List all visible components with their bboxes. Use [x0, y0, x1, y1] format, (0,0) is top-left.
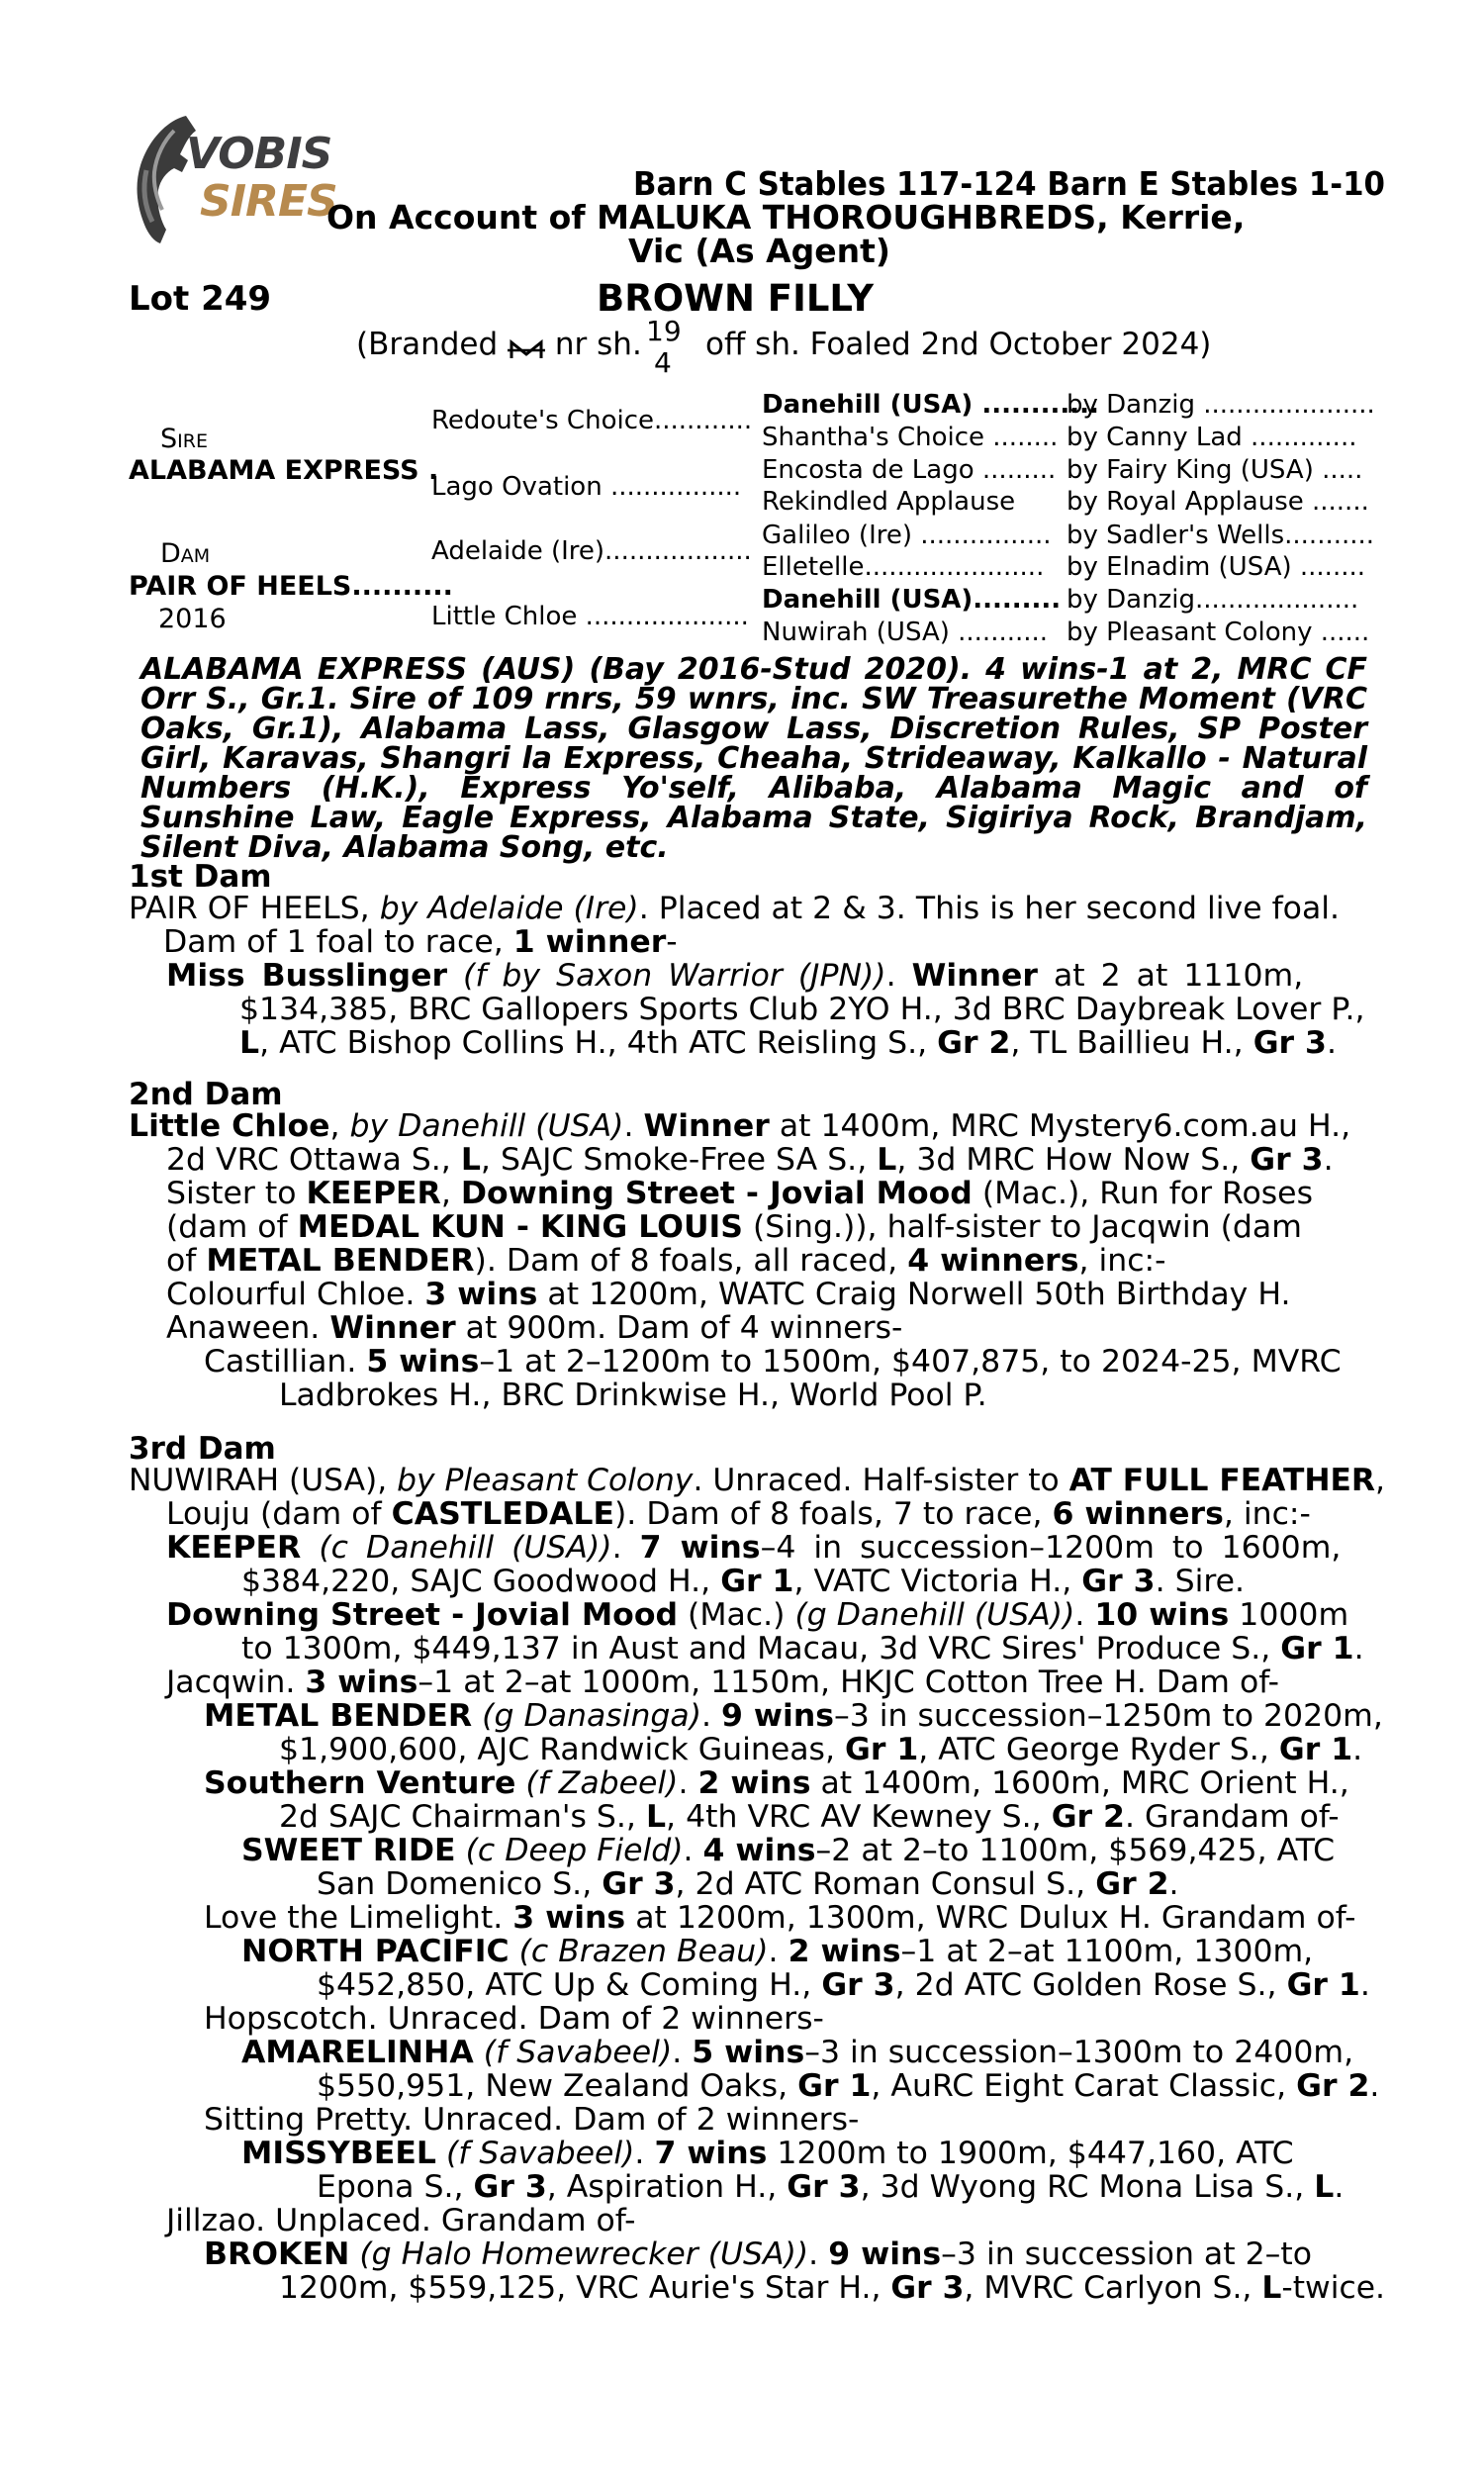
text-fragment: 5 wins: [366, 1344, 480, 1380]
text-fragment: .: [768, 1934, 779, 1969]
text-fragment: at 900m. Dam of 4 winners-: [465, 1310, 903, 1346]
text-fragment: L: [645, 1799, 667, 1835]
hopscotch-line: Hopscotch. Unraced. Dam of 2 winners-: [204, 2001, 824, 2037]
text-fragment: L: [460, 1142, 481, 1178]
sire-name: ALABAMA EXPRESS .: [129, 455, 439, 486]
text-fragment: , Aspiration H.,: [546, 2169, 778, 2205]
horse-title: BROWN FILLY: [597, 277, 875, 320]
text-fragment: METAL BENDER: [204, 1698, 473, 1734]
sweet-ride-line-1: [241, 1835, 1335, 1868]
pedigree-g3-1: Danehill (USA) ............: [762, 390, 1099, 420]
text-fragment: PAIR OF HEELS,: [129, 891, 370, 926]
text-fragment: .: [683, 1833, 694, 1868]
text-fragment: $550,951, New Zealand Oaks,: [317, 2068, 788, 2104]
text-fragment: Gr 3: [473, 2169, 547, 2205]
text-fragment: Colourful Chloe.: [166, 1277, 416, 1312]
text-fragment: Sister to: [166, 1176, 297, 1211]
text-fragment: –3 in succession–1250m to 2020m,: [834, 1698, 1383, 1734]
text-fragment: 2 wins: [697, 1765, 811, 1801]
text-fragment: at 1400m, MRC Mystery6.com.au H.,: [779, 1108, 1351, 1144]
text-fragment: .: [1168, 1866, 1179, 1902]
second-dam-line-4: [166, 1211, 1302, 1245]
pedigree-g3-4: Rekindled Applause: [762, 487, 1016, 517]
text-fragment: –1 at 2–at 1000m, 1150m, HKJC Cotton Tree H. Dam of-: [417, 1665, 1279, 1700]
text-fragment: METAL BENDER: [206, 1243, 475, 1279]
text-fragment: Winner: [643, 1108, 770, 1144]
pedigree-g4-7: by Danzig....................: [1067, 585, 1359, 615]
text-fragment: , AuRC Eight Carat Classic,: [871, 2068, 1287, 2104]
text-fragment: 3 wins: [512, 1900, 626, 1936]
text-fragment: Gr 2: [937, 1025, 1011, 1061]
text-fragment: .: [1074, 1597, 1085, 1633]
text-fragment: 2d SAJC Chairman's S.,: [279, 1799, 636, 1835]
text-fragment: Winner: [329, 1310, 456, 1346]
text-fragment: Gr 3: [602, 1866, 676, 1902]
text-fragment: Gr 3: [1252, 1025, 1327, 1061]
pedigree-g2-2: Lago Ovation ................: [431, 472, 742, 502]
second-dam-line-5: [166, 1245, 1166, 1279]
text-fragment: L: [1314, 2169, 1335, 2205]
pedigree-g3-7: Danehill (USA).........: [762, 585, 1062, 615]
logo-vobis: VOBIS: [186, 129, 332, 179]
text-fragment: ). Dam of 8 foals, 7 to race,: [614, 1496, 1043, 1532]
text-fragment: KEEPER: [166, 1530, 302, 1566]
text-fragment: .: [678, 1765, 689, 1801]
text-fragment: L: [1261, 2270, 1282, 2306]
keeper-line-1: [166, 1532, 1341, 1566]
anaween-line: [166, 1312, 902, 1346]
text-fragment: . Sire.: [1155, 1564, 1246, 1599]
text-fragment: 10 wins: [1094, 1597, 1230, 1633]
brand-mid: nr sh.: [554, 327, 642, 362]
text-fragment: CASTLEDALE: [391, 1496, 615, 1532]
downing-street-line-2: [241, 1633, 1364, 1666]
text-fragment: , 3d MRC How Now S.,: [896, 1142, 1241, 1178]
text-fragment: .: [634, 2136, 645, 2171]
brand-line: [356, 327, 642, 362]
pedigree-g4-1: by Danzig .....................: [1067, 390, 1375, 420]
text-fragment: Castillian.: [204, 1344, 357, 1380]
pedigree-g3-3: Encosta de Lago .........: [762, 455, 1057, 485]
text-fragment: –1 at 2–at 1100m, 1300m,: [900, 1934, 1314, 1969]
text-fragment: Southern Venture: [204, 1765, 516, 1801]
logo-sires: SIRES: [200, 176, 337, 227]
text-fragment: (g Danehill (USA)): [794, 1597, 1075, 1633]
account-line-2: Vic (As Agent): [628, 232, 890, 270]
text-fragment: 2d VRC Ottawa S.,: [166, 1142, 451, 1178]
dam-year: 2016: [158, 604, 227, 634]
text-fragment: at 1200m, 1300m, WRC Dulux H. Grandam of-: [635, 1900, 1356, 1936]
first-dam-line-2: [163, 926, 678, 960]
text-fragment: , VATC Victoria H.,: [793, 1564, 1072, 1599]
text-fragment: $1,900,600, AJC Randwick Guineas,: [279, 1732, 835, 1767]
text-fragment: at 2 at 1110m,: [1053, 958, 1304, 994]
miss-busslinger-line-3: [239, 1027, 1337, 1061]
text-fragment: (dam of: [166, 1209, 288, 1245]
text-fragment: BROKEN: [204, 2236, 350, 2272]
text-fragment: . Unraced. Half-sister to: [693, 1463, 1060, 1498]
pedigree-g3-5: Galileo (Ire) ................: [762, 521, 1052, 550]
text-fragment: .: [611, 1530, 622, 1566]
text-fragment: by Pleasant Colony: [397, 1463, 694, 1498]
text-fragment: (c Danehill (USA)): [319, 1530, 612, 1566]
keeper-line-2: [241, 1566, 1245, 1599]
lot-number: Lot 249: [129, 279, 272, 319]
text-fragment: , ATC Bishop Collins H., 4th ATC Reisling S.,: [259, 1025, 928, 1061]
text-fragment: , ATC George Ryder S.,: [918, 1732, 1269, 1767]
text-fragment: to 1300m, $449,137 in Aust and Macau, 3d VRC Sires' Produce S.,: [241, 1631, 1271, 1666]
text-fragment: Gr 2: [1051, 1799, 1125, 1835]
north-pacific-line-1: [241, 1936, 1313, 1969]
brand-fraction-num: 19: [646, 315, 682, 347]
text-fragment: 6 winners: [1052, 1496, 1224, 1532]
text-fragment: MISSYBEEL: [241, 2136, 436, 2171]
text-fragment: , 2d ATC Golden Rose S.,: [894, 1967, 1277, 2003]
text-fragment: of: [166, 1243, 197, 1279]
text-fragment: Downing Street - Jovial Mood: [460, 1176, 973, 1211]
miss-busslinger-line-1: [166, 960, 1303, 994]
brand-pre: (Branded: [356, 327, 499, 362]
text-fragment: .: [1353, 1631, 1364, 1666]
text-fragment: , inc:-: [1223, 1496, 1311, 1532]
brand-post: off sh. Foaled 2nd October 2024): [705, 327, 1212, 362]
text-fragment: 1000m: [1239, 1597, 1349, 1633]
jillzao-line: Jillzao. Unplaced. Grandam of-: [166, 2203, 636, 2238]
text-fragment: ,: [440, 1176, 451, 1211]
pedigree-g2-1: Redoute's Choice............: [431, 406, 753, 435]
text-fragment: –3 in succession–1300m to 2400m,: [804, 2035, 1354, 2070]
pedigree-g3-6: Elletelle......................: [762, 552, 1045, 582]
text-fragment: Miss Busslinger: [166, 958, 448, 994]
pedigree-g2-4: Little Chloe ....................: [431, 602, 749, 631]
text-fragment: 4 winners: [907, 1243, 1079, 1279]
text-fragment: L: [877, 1142, 897, 1178]
second-dam-line-3: [166, 1178, 1313, 1211]
pedigree-g4-2: by Canny Lad .............: [1067, 423, 1357, 452]
pedigree-g3-2: Shantha's Choice ........: [762, 423, 1059, 452]
text-fragment: Winner: [911, 958, 1038, 994]
text-fragment: NUWIRAH (USA),: [129, 1463, 388, 1498]
text-fragment: Little Chloe: [129, 1108, 330, 1144]
amarelinha-line-2: [317, 2070, 1379, 2104]
text-fragment: (Mac.): [688, 1597, 786, 1633]
third-dam-line-2: [166, 1498, 1311, 1532]
text-fragment: ). Dam of 8 foals, all raced,: [474, 1243, 898, 1279]
third-dam-line-1: [129, 1465, 1385, 1498]
second-dam-line-2: [166, 1144, 1334, 1178]
text-fragment: .: [808, 2236, 819, 2272]
text-fragment: .: [701, 1698, 712, 1734]
brand-fraction-den: 4: [654, 346, 672, 379]
text-fragment: at 1400m, 1600m, MRC Orient H.,: [820, 1765, 1349, 1801]
text-fragment: 1200m to 1900m, $447,160, ATC: [777, 2136, 1294, 2171]
broken-line-2: [279, 2272, 1385, 2306]
account-line-1: On Account of MALUKA THOROUGHBREDS, Kerrie,: [326, 198, 1246, 237]
text-fragment: Gr 3: [1250, 1142, 1324, 1178]
text-fragment: (f Savabeel): [483, 2035, 673, 2070]
text-fragment: Gr 2: [1095, 1866, 1169, 1902]
text-fragment: Gr 3: [890, 2270, 965, 2306]
text-fragment: L: [239, 1025, 260, 1061]
text-fragment: , 3d Wyong RC Mona Lisa S.,: [860, 2169, 1305, 2205]
metal-bender-line-2: [279, 1734, 1362, 1767]
text-fragment: Love the Limelight.: [204, 1900, 504, 1936]
text-fragment: 1 winner: [512, 924, 667, 960]
jacqwin-line: [166, 1666, 1279, 1700]
pedigree-g4-4: by Royal Applause .......: [1067, 487, 1369, 517]
third-dam-heading: 3rd Dam: [129, 1431, 276, 1467]
broken-line-1: [204, 2238, 1312, 2272]
text-fragment: Dam of 1 foal to race,: [163, 924, 504, 960]
text-fragment: AT FULL FEATHER: [1068, 1463, 1376, 1498]
sitting-pretty-line: Sitting Pretty. Unraced. Dam of 2 winners-: [204, 2102, 860, 2138]
text-fragment: $452,850, ATC Up & Coming H.,: [317, 1967, 812, 2003]
text-fragment: Gr 3: [1081, 1564, 1156, 1599]
text-fragment: 7 wins: [654, 2136, 768, 2171]
text-fragment: . Placed at 2 & 3. This is her second live foal.: [638, 891, 1341, 926]
text-fragment: at 1200m, WATC Craig Norwell 50th Birthday H.: [547, 1277, 1291, 1312]
metal-bender-line-1: [204, 1700, 1383, 1734]
southern-venture-line-2: [279, 1801, 1340, 1835]
text-fragment: (c Brazen Beau): [518, 1934, 769, 1969]
missybeel-line-1: [241, 2138, 1294, 2171]
text-fragment: 5 wins: [692, 2035, 805, 2070]
text-fragment: -twice.: [1281, 2270, 1385, 2306]
text-fragment: MEDAL KUN - KING LOUIS: [297, 1209, 743, 1245]
pedigree-g3-8: Nuwirah (USA) ...........: [762, 618, 1049, 647]
miss-busslinger-line-2: $134,385, BRC Gallopers Sports Club 2YO H., 3d BRC Daybreak Lover P.,: [239, 992, 1365, 1027]
text-fragment: 7 wins: [639, 1530, 761, 1566]
text-fragment: (Mac.), Run for Roses: [981, 1176, 1313, 1211]
castillian-line-1: [204, 1346, 1342, 1380]
text-fragment: 9 wins: [721, 1698, 834, 1734]
text-fragment: .: [1323, 1142, 1334, 1178]
colourful-chloe-line: [166, 1279, 1290, 1312]
text-fragment: Gr 3: [787, 2169, 861, 2205]
text-fragment: –3 in succession at 2–to: [941, 2236, 1313, 2272]
text-fragment: .: [1359, 1967, 1370, 2003]
text-fragment: Downing Street - Jovial Mood: [166, 1597, 679, 1633]
pedigree-g4-5: by Sadler's Wells...........: [1067, 521, 1375, 550]
barn-line: Barn C Stables 117-124 Barn E Stables 1-10: [633, 164, 1385, 203]
text-fragment: .: [1334, 2169, 1345, 2205]
dam-label: Dam: [160, 538, 211, 569]
southern-venture-line-1: [204, 1767, 1349, 1801]
text-fragment: Gr 1: [1278, 1732, 1353, 1767]
text-fragment: $384,220, SAJC Goodwood H.,: [241, 1564, 711, 1599]
downing-street-line-1: [166, 1599, 1348, 1633]
text-fragment: Louju (dam of: [166, 1496, 382, 1532]
text-fragment: 3 wins: [305, 1665, 418, 1700]
castillian-line-2: Ladbrokes H., BRC Drinkwise H., World Pool P.: [279, 1378, 987, 1413]
text-fragment: NORTH PACIFIC: [241, 1934, 510, 1969]
text-fragment: by Adelaide (Ire): [379, 891, 639, 926]
pedigree-g4-8: by Pleasant Colony ......: [1067, 618, 1370, 647]
text-fragment: 2 wins: [788, 1934, 901, 1969]
text-fragment: .: [1326, 1025, 1337, 1061]
text-fragment: , SAJC Smoke-Free SA S.,: [480, 1142, 868, 1178]
text-fragment: SWEET RIDE: [241, 1833, 456, 1868]
text-fragment: Gr 1: [720, 1564, 794, 1599]
text-fragment: –4 in succession–1200m to 1600m,: [760, 1530, 1342, 1566]
north-pacific-line-2: [317, 1969, 1370, 2003]
pedigree-g4-6: by Elnadim (USA) ........: [1067, 552, 1366, 582]
text-fragment: Gr 3: [821, 1967, 895, 2003]
text-fragment: 1200m, $559,125, VRC Aurie's Star H.,: [279, 2270, 881, 2306]
text-fragment: (f Savabeel): [445, 2136, 635, 2171]
text-fragment: . Grandam of-: [1124, 1799, 1340, 1835]
text-fragment: ,: [1375, 1463, 1385, 1498]
text-fragment: Gr 1: [1286, 1967, 1360, 2003]
text-fragment: Anaween.: [166, 1310, 321, 1346]
text-fragment: Jacqwin.: [166, 1665, 296, 1700]
text-fragment: by Danehill (USA): [349, 1108, 624, 1144]
text-fragment: Gr 1: [1280, 1631, 1354, 1666]
text-fragment: (c Deep Field): [465, 1833, 684, 1868]
text-fragment: 3 wins: [424, 1277, 538, 1312]
dam-name: PAIR OF HEELS..........: [129, 571, 453, 602]
text-fragment: 4 wins: [702, 1833, 816, 1868]
amarelinha-line-1: [241, 2037, 1353, 2070]
text-fragment: Gr 2: [1296, 2068, 1370, 2104]
text-fragment: –1 at 2–1200m to 1500m, $407,875, to 2024-25, MVRC: [479, 1344, 1342, 1380]
text-fragment: Gr 1: [797, 2068, 872, 2104]
text-fragment: Gr 1: [845, 1732, 919, 1767]
text-fragment: .: [885, 958, 896, 994]
text-fragment: (f Zabeel): [525, 1765, 679, 1801]
text-fragment: (f by Saxon Warrior (JPN)): [463, 958, 886, 994]
text-fragment: , 2d ATC Roman Consul S.,: [675, 1866, 1086, 1902]
sweet-ride-line-2: [317, 1868, 1179, 1902]
first-dam-heading: 1st Dam: [129, 859, 272, 895]
second-dam-line-1: Little Chloe, by Danehill (USA). Winner at 1400m, MRC Mystery6.com.au H.,: [129, 1108, 1351, 1144]
text-fragment: (g Halo Homewrecker (USA)): [359, 2236, 809, 2272]
pedigree-g4-3: by Fairy King (USA) .....: [1067, 455, 1363, 485]
text-fragment: .: [1352, 1732, 1363, 1767]
text-fragment: .: [1369, 2068, 1380, 2104]
text-fragment: , inc:-: [1078, 1243, 1166, 1279]
text-fragment: , TL Baillieu H.,: [1010, 1025, 1244, 1061]
text-fragment: KEEPER: [306, 1176, 441, 1211]
text-fragment: (Sing.)), half-sister to Jacqwin (dam: [752, 1209, 1302, 1245]
text-fragment: AMARELINHA: [241, 2035, 474, 2070]
missybeel-line-2: [317, 2171, 1344, 2205]
text-fragment: –2 at 2–to 1100m, $569,425, ATC: [815, 1833, 1336, 1868]
text-fragment: .: [672, 2035, 683, 2070]
second-dam-heading: 2nd Dam: [129, 1077, 283, 1112]
text-fragment: 9 wins: [828, 2236, 942, 2272]
text-fragment: (g Danasinga): [482, 1698, 701, 1734]
text-fragment: Epona S.,: [317, 2169, 464, 2205]
text-fragment: San Domenico S.,: [317, 1866, 593, 1902]
sire-label: Sire: [160, 424, 208, 454]
text-fragment: , MVRC Carlyon S.,: [964, 2270, 1252, 2306]
text-fragment: , 4th VRC AV Kewney S.,: [666, 1799, 1042, 1835]
pedigree-g2-3: Adelaide (Ire)..................: [431, 536, 752, 566]
text-fragment: -: [666, 924, 678, 960]
vobis-sires-logo: [127, 111, 337, 244]
sire-summary: ALABAMA EXPRESS (AUS) (Bay 2016-Stud 2020). 4 wins-1 at 2, MRC CF Orr S., Gr.1. Sire of 109 rnrs, 59 wnrs, inc. SW Treasurethe Moment (VRC Oaks, Gr.1), Alabama Lass, Glasgow Lass, Discretion Rules, SP Poster Girl, Karavas, Shangri la Express, Cheaha, Strideaway, Kalkallo - Natural Numbers (H.K.), Express Yo'self, Alibaba, Alabama Magic and of Sunshine Law, Eagle Express, Alabama State, Sigiriya Rock, Brandjam, Silent Diva, Alabama Song, etc.: [140, 652, 1367, 865]
brand-mark-icon: [508, 334, 545, 358]
love-the-limelight-line: [204, 1902, 1355, 1936]
first-dam-line-1: [129, 893, 1340, 926]
